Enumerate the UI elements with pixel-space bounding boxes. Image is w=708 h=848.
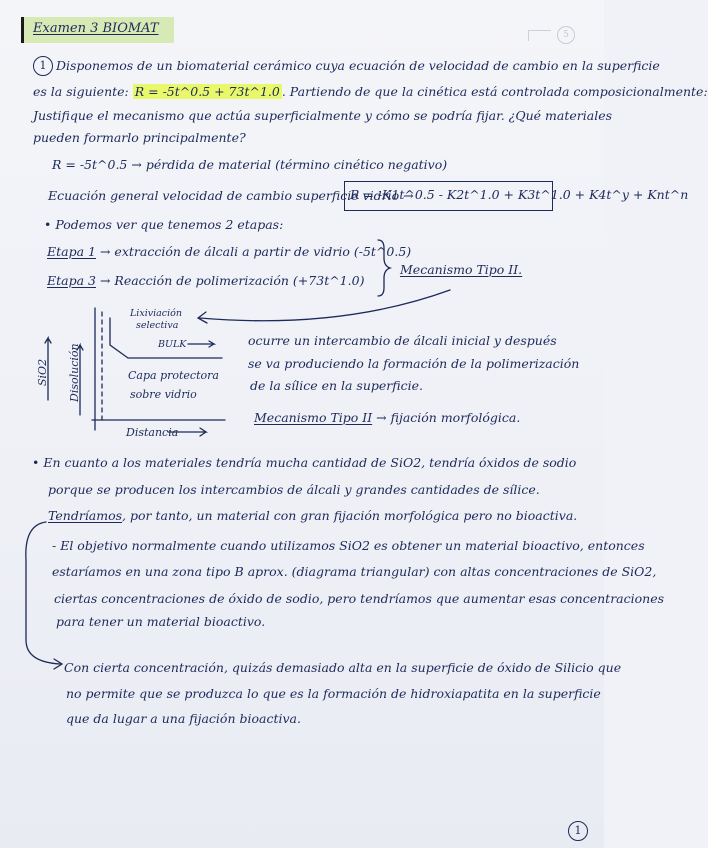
faint-page-mark: 5: [557, 26, 575, 44]
mechanism-label: Mecanismo Tipo II.: [400, 262, 523, 277]
intro-line-2-post: . Partiendo de que la cinética está controlada composicionalmente:: [281, 84, 708, 99]
diagram-x-arrow: [168, 428, 206, 436]
general-eq: R = -K1t^0.5 - K2t^1.0 + K3t^1.0 + K4t^y + Knt^n: [350, 187, 689, 202]
explanation-line-3: de la sílice en la superficie.: [250, 378, 423, 393]
intro-line-2-pre: es la siguiente:: [33, 84, 129, 99]
objective-line-4: para tener un material bioactivo.: [56, 614, 266, 629]
diagram-curve: [110, 318, 222, 358]
mechanism-arrow-head: [198, 312, 207, 323]
objective-line-1: - El objetivo normalmente cuando utilizamos SiO2 es obtener un material bioactivo, entonces: [52, 538, 645, 553]
intro-line-1: Disponemos de un biomaterial cerámico cuya ecuación de velocidad de cambio en la superficie: [56, 58, 660, 73]
highlighted-equation: R = -5t^0.5 + 73t^1.0: [134, 84, 280, 99]
stage-3-label: Etapa 3: [47, 273, 96, 288]
conclusion-line-1: Con cierta concentración, quizás demasiado alta en la superficie de óxido de Silicio que: [64, 660, 622, 675]
diagram-label-selectiva: selectiva: [136, 320, 179, 331]
stage-3-text: → Reacción de polimerización (+73t^1.0): [99, 273, 365, 288]
stages-brace: [378, 240, 390, 296]
materials-line-2: porque se producen los intercambios de álcali y grandes cantidades de sílice.: [48, 482, 540, 497]
loss-arrow-text: → pérdida de material (término cinético negativo): [131, 157, 448, 172]
diagram-label-bulk: BULK: [158, 339, 187, 350]
stage-1-text: → extracción de álcali a partir de vidrio (-5t^0.5): [99, 244, 412, 259]
conclusion-line-2: no permite que se produzca lo que es la formación de hidroxiapatita en la superficie: [66, 686, 601, 701]
page-title: Examen 3 BIOMAT: [33, 21, 159, 36]
diagram-label-lixiviacion: Lixiviación: [130, 308, 183, 319]
stages-intro: • Podemos ver que tenemos 2 etapas:: [44, 217, 284, 232]
materials-line-1: • En cuanto a los materiales tendría mucha cantidad de SiO2, tendría óxidos de sodio: [32, 455, 577, 470]
diagram-layer-1: Capa protectora: [128, 369, 219, 382]
diagram-x-label: Distancia: [126, 426, 179, 439]
explanation-line-1: ocurre un intercambio de álcali inicial y después: [248, 333, 557, 348]
intro-line-4: pueden formarlo principalmente?: [33, 130, 246, 145]
explanation-line-2: se va produciendo la formación de la polimerización: [248, 356, 580, 371]
objective-line-2: estaríamos en una zona tipo B aprox. (diagrama triangular) con altas concentraciones de SiO2,: [52, 564, 657, 579]
conclusion-line-3: que da lugar a una fijación bioactiva.: [66, 711, 301, 726]
stage-1-label: Etapa 1: [47, 244, 96, 259]
objective-bracket: [26, 522, 60, 664]
explanation-mech-label: Mecanismo Tipo II: [254, 410, 373, 425]
question-number: 1: [33, 56, 53, 76]
diagram-y-arrow-inner: [77, 345, 83, 415]
materials-line-3-label: Tendríamos: [48, 508, 123, 523]
general-eq-label: Ecuación general velocidad de cambio superficie vidrio →: [48, 188, 414, 203]
loss-term: R = -5t^0.5: [52, 157, 128, 172]
diagram-bulk-arrow: [188, 341, 214, 347]
explanation-mech-text: → fijación morfológica.: [376, 410, 521, 425]
diagram-y-label-outer: SiO2: [36, 358, 49, 386]
mechanism-arrow: [200, 290, 450, 321]
diagram-y-label-inner: Disolución: [68, 343, 81, 402]
objective-line-3: ciertas concentraciones de óxido de sodio, pero tendríamos que aumentar esas concentraciones: [54, 591, 665, 606]
diagram-layer-2: sobre vidrio: [130, 388, 197, 401]
diagram-y-arrow-outer: [45, 338, 51, 400]
materials-line-3-text: , por tanto, un material con gran fijación morfológica pero no bioactiva.: [122, 508, 578, 523]
page-number: 1: [568, 821, 588, 841]
intro-line-3: Justifique el mecanismo que actúa superficialmente y cómo se podría fijar. ¿Qué materiales: [33, 108, 613, 123]
